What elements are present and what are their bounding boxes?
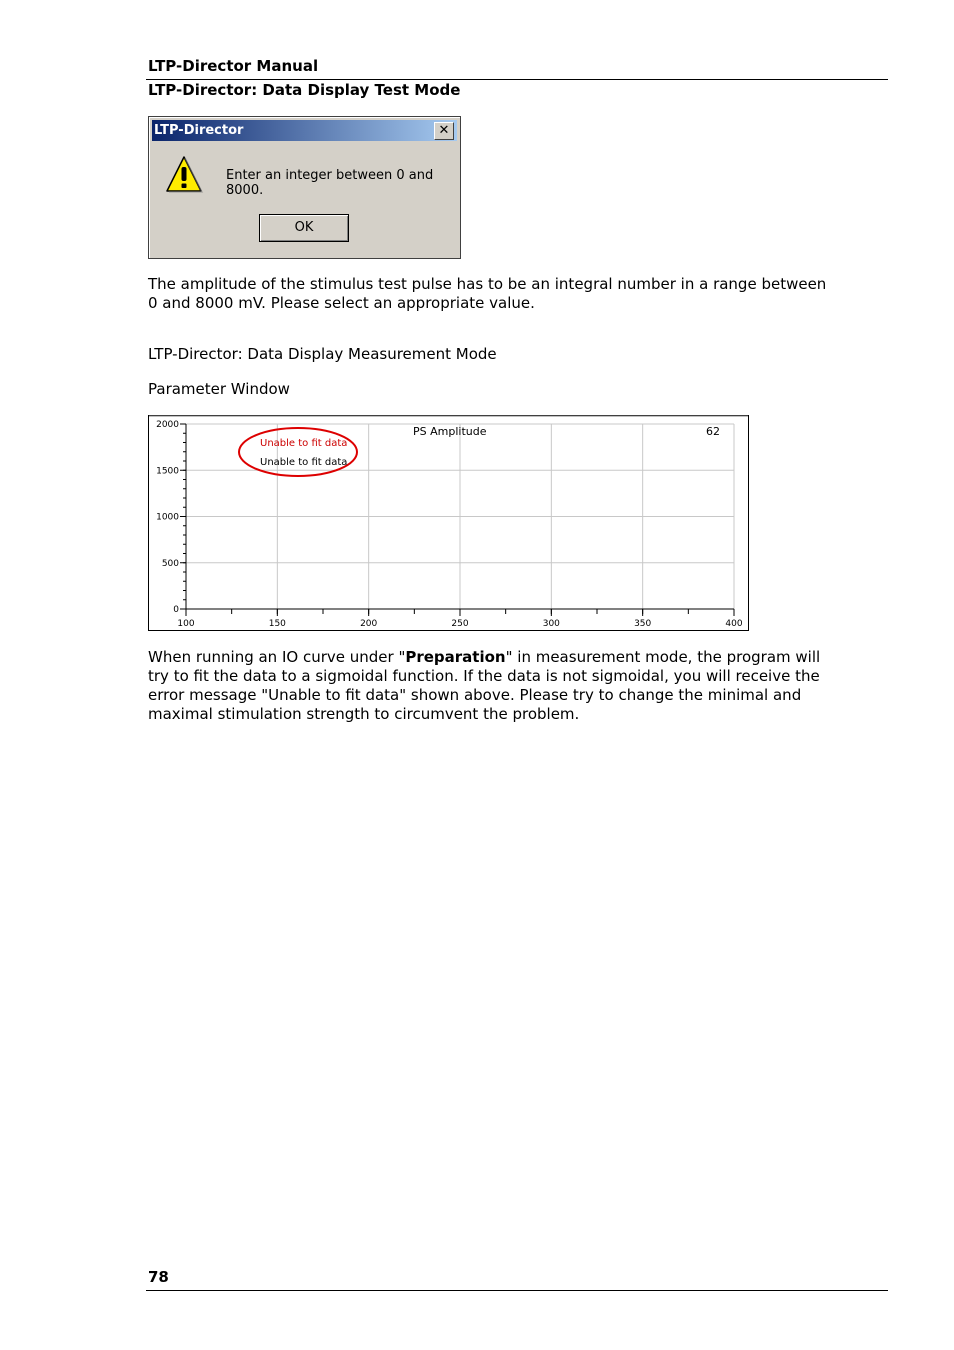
dialog-close-button[interactable]: ✕ bbox=[434, 122, 454, 140]
ok-button[interactable]: OK bbox=[259, 214, 349, 242]
x-tick-label: 250 bbox=[451, 619, 469, 629]
x-tick-label: 400 bbox=[725, 619, 743, 629]
header-rule bbox=[146, 79, 888, 80]
section-title: LTP-Director: Data Display Test Mode bbox=[148, 81, 461, 99]
paragraph-io-curve bbox=[148, 648, 838, 724]
paragraph-amplitude: The amplitude of the stimulus test pulse has to be an integral number in a range between 0 and 8000 mV. Please select an appropriate value. bbox=[148, 275, 827, 312]
y-tick-label: 0 bbox=[173, 605, 179, 615]
footer-rule bbox=[146, 1290, 888, 1291]
paragraph-io-curve-start: When running an IO curve under " bbox=[148, 648, 406, 666]
warning-dialog bbox=[148, 116, 461, 259]
chart-title: PS Amplitude bbox=[413, 425, 487, 438]
preparation-keyword: Preparation bbox=[405, 648, 506, 666]
x-tick-label: 300 bbox=[542, 619, 560, 629]
caption-parameter-window: Parameter Window bbox=[148, 380, 290, 398]
y-tick-label: 1000 bbox=[156, 512, 179, 523]
x-tick-label: 200 bbox=[360, 619, 378, 629]
error-message-red: Unable to fit data bbox=[260, 438, 348, 449]
y-tick-label: 1500 bbox=[156, 466, 179, 477]
y-tick-label: 500 bbox=[161, 558, 179, 569]
caption-measurement-mode: LTP-Director: Data Display Measurement Mode bbox=[148, 345, 497, 363]
dialog-title: LTP-Director bbox=[154, 123, 244, 138]
dialog-titlebar bbox=[152, 120, 457, 141]
x-tick-label: 350 bbox=[634, 619, 652, 629]
page-number: 78 bbox=[148, 1268, 169, 1286]
error-message-black: Unable to fit data bbox=[260, 457, 348, 468]
x-tick-label: 150 bbox=[268, 619, 286, 629]
warning-icon bbox=[164, 154, 204, 196]
y-tick-label: 2000 bbox=[156, 420, 179, 430]
dialog-message: Enter an integer between 0 and 8000. bbox=[226, 168, 434, 198]
parameter-chart bbox=[148, 415, 749, 631]
paragraph-io-curve-end: " in measurement mode, the program will try to fit the data to a sigmoidal function. If the data is not sigmoidal, you will receive the error message "Unable to fit data" shown above. Please try to change the minimal and maximal stimulation strength to circumvent the problem. bbox=[148, 648, 821, 723]
x-tick-label: 100 bbox=[177, 619, 195, 629]
manual-title: LTP-Director Manual bbox=[148, 57, 319, 75]
chart-counter: 62 bbox=[706, 425, 720, 438]
